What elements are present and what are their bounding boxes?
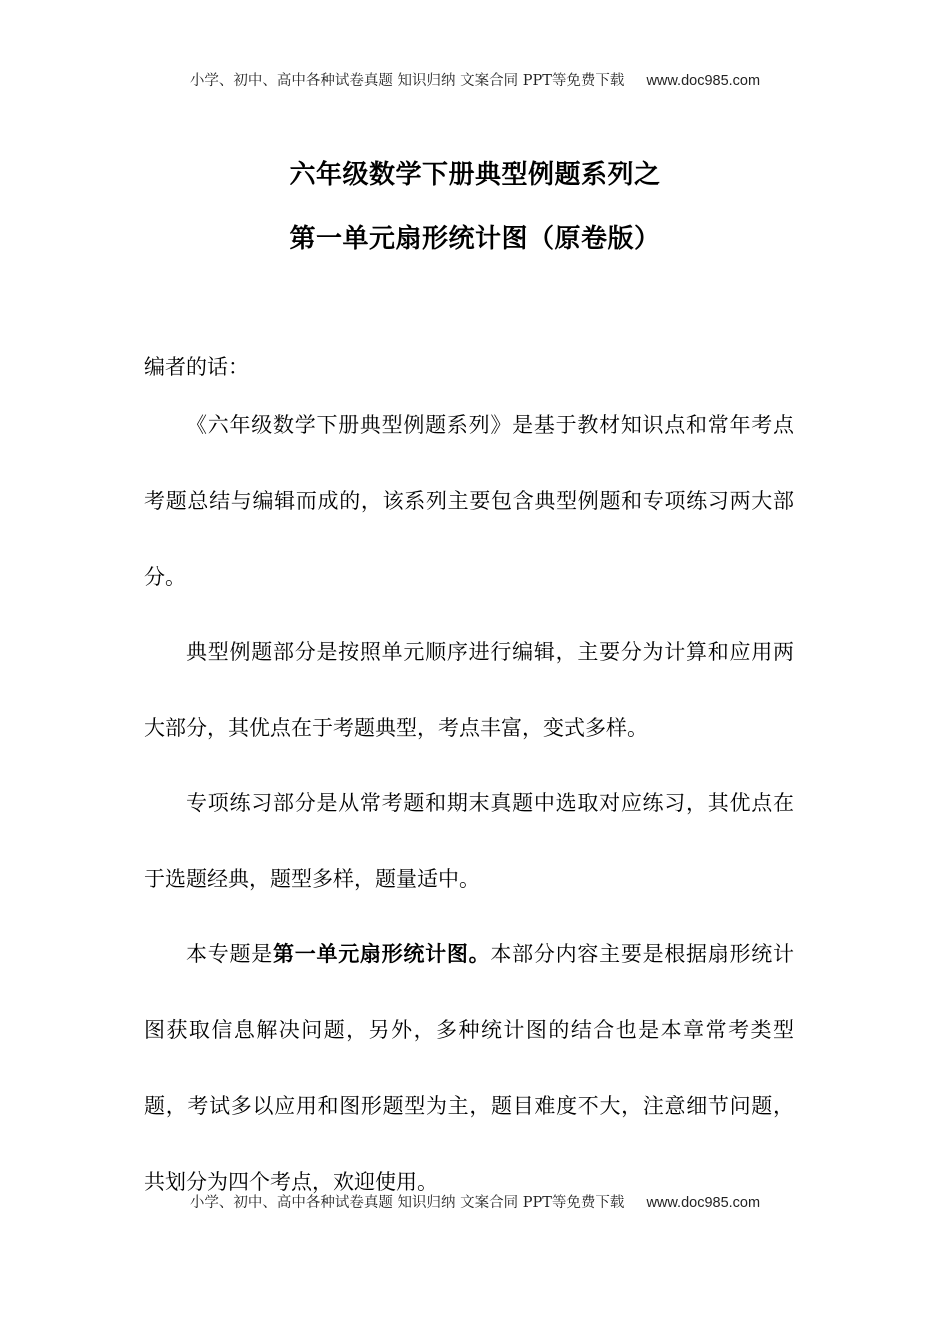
paragraph-4-topic: 第一单元扇形统计图。 (272, 942, 491, 966)
document-title-line2: 第一单元扇形统计图（原卷版） (289, 224, 661, 254)
paragraph-1: 《六年级数学下册典型例题系列》是基于教材知识点和常年考点考题总结与编辑而成的，该系列主要包含典型例题和专项练习两大部分。 (144, 413, 794, 589)
paragraph-3: 专项练习部分是从常考题和期末真题中选取对应练习，其优点在于选题经典，题型多样，题量适中。 (144, 791, 794, 891)
editor-note-heading: 编者的话： (144, 355, 249, 379)
page-header (0, 69, 950, 90)
page-footer (0, 1191, 950, 1212)
document-body (144, 348, 794, 1220)
footer-text: 小学、初中、高中各种试卷真题 知识归纳 文案合同 PPT等免费下载 (189, 1195, 625, 1211)
paragraph-4-rest: 本部分内容主要是根据扇形统计图获取信息解决问题，另外，多种统计图的结合也是本章常考类型题，考试多以应用和图形题型为主，题目难度不大，注意细节问题，共划分为四个考点，欢迎使用。 (144, 942, 795, 1194)
paragraph-2: 典型例题部分是按照单元顺序进行编辑，主要分为计算和应用两大部分，其优点在于考题典型，考点丰富，变式多样。 (144, 640, 794, 740)
footer-site-link[interactable]: www.doc985.com (646, 1195, 761, 1211)
document-title-line1: 六年级数学下册典型例题系列之 (289, 160, 661, 190)
header-text: 小学、初中、高中各种试卷真题 知识归纳 文案合同 PPT等免费下载 (189, 73, 625, 89)
header-site-link[interactable]: www.doc985.com (646, 73, 761, 89)
paragraph-4 (144, 916, 794, 1220)
paragraph-4-lead: 本专题是 (186, 942, 273, 966)
